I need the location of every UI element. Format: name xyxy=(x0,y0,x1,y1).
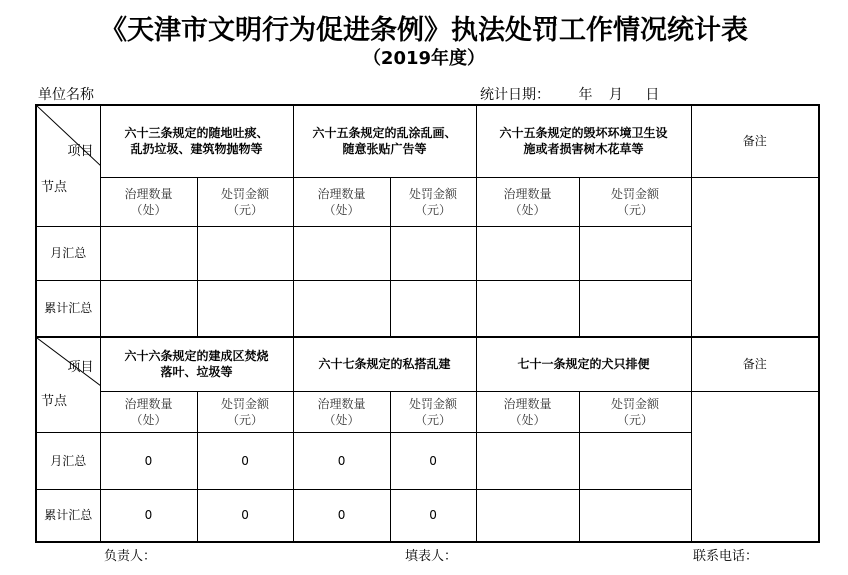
data-cell xyxy=(476,280,579,336)
fine-header: 处罚金额 （元） xyxy=(197,177,293,226)
corner-item-label: 项目 xyxy=(67,360,94,375)
row-label-month: 月汇总 xyxy=(36,432,100,489)
data-cell: 0 xyxy=(293,489,390,542)
stat-date-month: 月 xyxy=(608,87,623,103)
data-cell: 0 xyxy=(100,432,197,489)
footer-filler: 填表人： xyxy=(405,549,458,564)
note-header: 备注 xyxy=(691,105,819,177)
stat-date xyxy=(480,84,659,104)
row-label-cumulative: 累计汇总 xyxy=(36,280,100,336)
page-subtitle: （2019年度） xyxy=(362,48,486,69)
data-cell: 0 xyxy=(197,432,293,489)
count-header: 治理数量 （处） xyxy=(476,391,579,432)
corner-item-label: 项目 xyxy=(67,144,94,159)
row-label-month: 月汇总 xyxy=(36,226,100,280)
section-header-line1: 六十三条规定的随地吐痰、 xyxy=(124,126,269,141)
data-cell xyxy=(579,226,691,280)
data-cell xyxy=(197,280,293,336)
section-header xyxy=(100,105,293,177)
stat-date-label: 统计日期： xyxy=(480,87,550,103)
section-header xyxy=(476,105,691,177)
corner-node-label: 节点 xyxy=(41,180,68,195)
stat-date-day: 日 xyxy=(645,87,660,103)
fine-header: 处罚金额 （元） xyxy=(390,391,476,432)
stats-table-2 xyxy=(35,336,820,543)
section-header xyxy=(293,105,476,177)
section-header-line2: 随意张贴广告等 xyxy=(342,142,427,157)
data-cell xyxy=(579,489,691,542)
unit-name-label: 单位名称 xyxy=(38,87,94,103)
fine-header: 处罚金额 （元） xyxy=(197,391,293,432)
fine-header: 处罚金额 （元） xyxy=(579,391,691,432)
note-header: 备注 xyxy=(691,337,819,391)
footer-phone: 联系电话： xyxy=(693,549,759,564)
stat-date-year: 年 xyxy=(578,87,593,103)
corner-cell xyxy=(36,337,100,432)
count-header: 治理数量 （处） xyxy=(100,177,197,226)
section-header xyxy=(100,337,293,391)
stats-table-1 xyxy=(35,104,820,337)
data-cell xyxy=(100,226,197,280)
count-header: 治理数量 （处） xyxy=(293,177,390,226)
data-cell xyxy=(476,432,579,489)
note-cell xyxy=(691,177,819,336)
corner-node-label: 节点 xyxy=(41,394,68,409)
data-cell xyxy=(100,280,197,336)
count-header: 治理数量 （处） xyxy=(476,177,579,226)
section-header-line1: 六十五条规定的乱涂乱画、 xyxy=(312,126,457,141)
data-cell: 0 xyxy=(293,432,390,489)
section-header-line1: 六十五条规定的毁坏环境卫生设 xyxy=(499,126,668,141)
data-cell: 0 xyxy=(100,489,197,542)
fine-header: 处罚金额 （元） xyxy=(579,177,691,226)
data-cell xyxy=(197,226,293,280)
data-cell: 0 xyxy=(390,432,476,489)
data-cell xyxy=(293,226,390,280)
page-title: 《天津市文明行为促进条例》执法处罚工作情况统计表 xyxy=(100,15,748,46)
section-header xyxy=(476,337,691,391)
fine-header: 处罚金额 （元） xyxy=(390,177,476,226)
data-cell: 0 xyxy=(197,489,293,542)
data-cell xyxy=(579,432,691,489)
section-header-line2: 乱扔垃圾、建筑物抛物等 xyxy=(130,142,263,157)
section-header-line1: 六十七条规定的私搭乱建 xyxy=(318,357,451,372)
section-header-line1: 七十一条规定的犬只排便 xyxy=(517,357,650,372)
row-label-cumulative: 累计汇总 xyxy=(36,489,100,542)
corner-cell xyxy=(36,105,100,226)
footer-leader: 负责人： xyxy=(104,549,157,564)
data-cell xyxy=(579,280,691,336)
section-header xyxy=(293,337,476,391)
section-header-line1: 六十六条规定的建成区焚烧 xyxy=(124,349,269,364)
diagonal-line xyxy=(37,338,101,433)
data-cell xyxy=(293,280,390,336)
data-cell xyxy=(476,226,579,280)
data-cell xyxy=(390,226,476,280)
data-cell: 0 xyxy=(390,489,476,542)
note-cell xyxy=(691,391,819,542)
data-cell xyxy=(390,280,476,336)
diagonal-line xyxy=(37,106,101,227)
count-header: 治理数量 （处） xyxy=(100,391,197,432)
count-header: 治理数量 （处） xyxy=(293,391,390,432)
data-cell xyxy=(476,489,579,542)
section-header-line2: 施或者损害树木花草等 xyxy=(523,142,644,157)
section-header-line2: 落叶、垃圾等 xyxy=(160,365,233,380)
